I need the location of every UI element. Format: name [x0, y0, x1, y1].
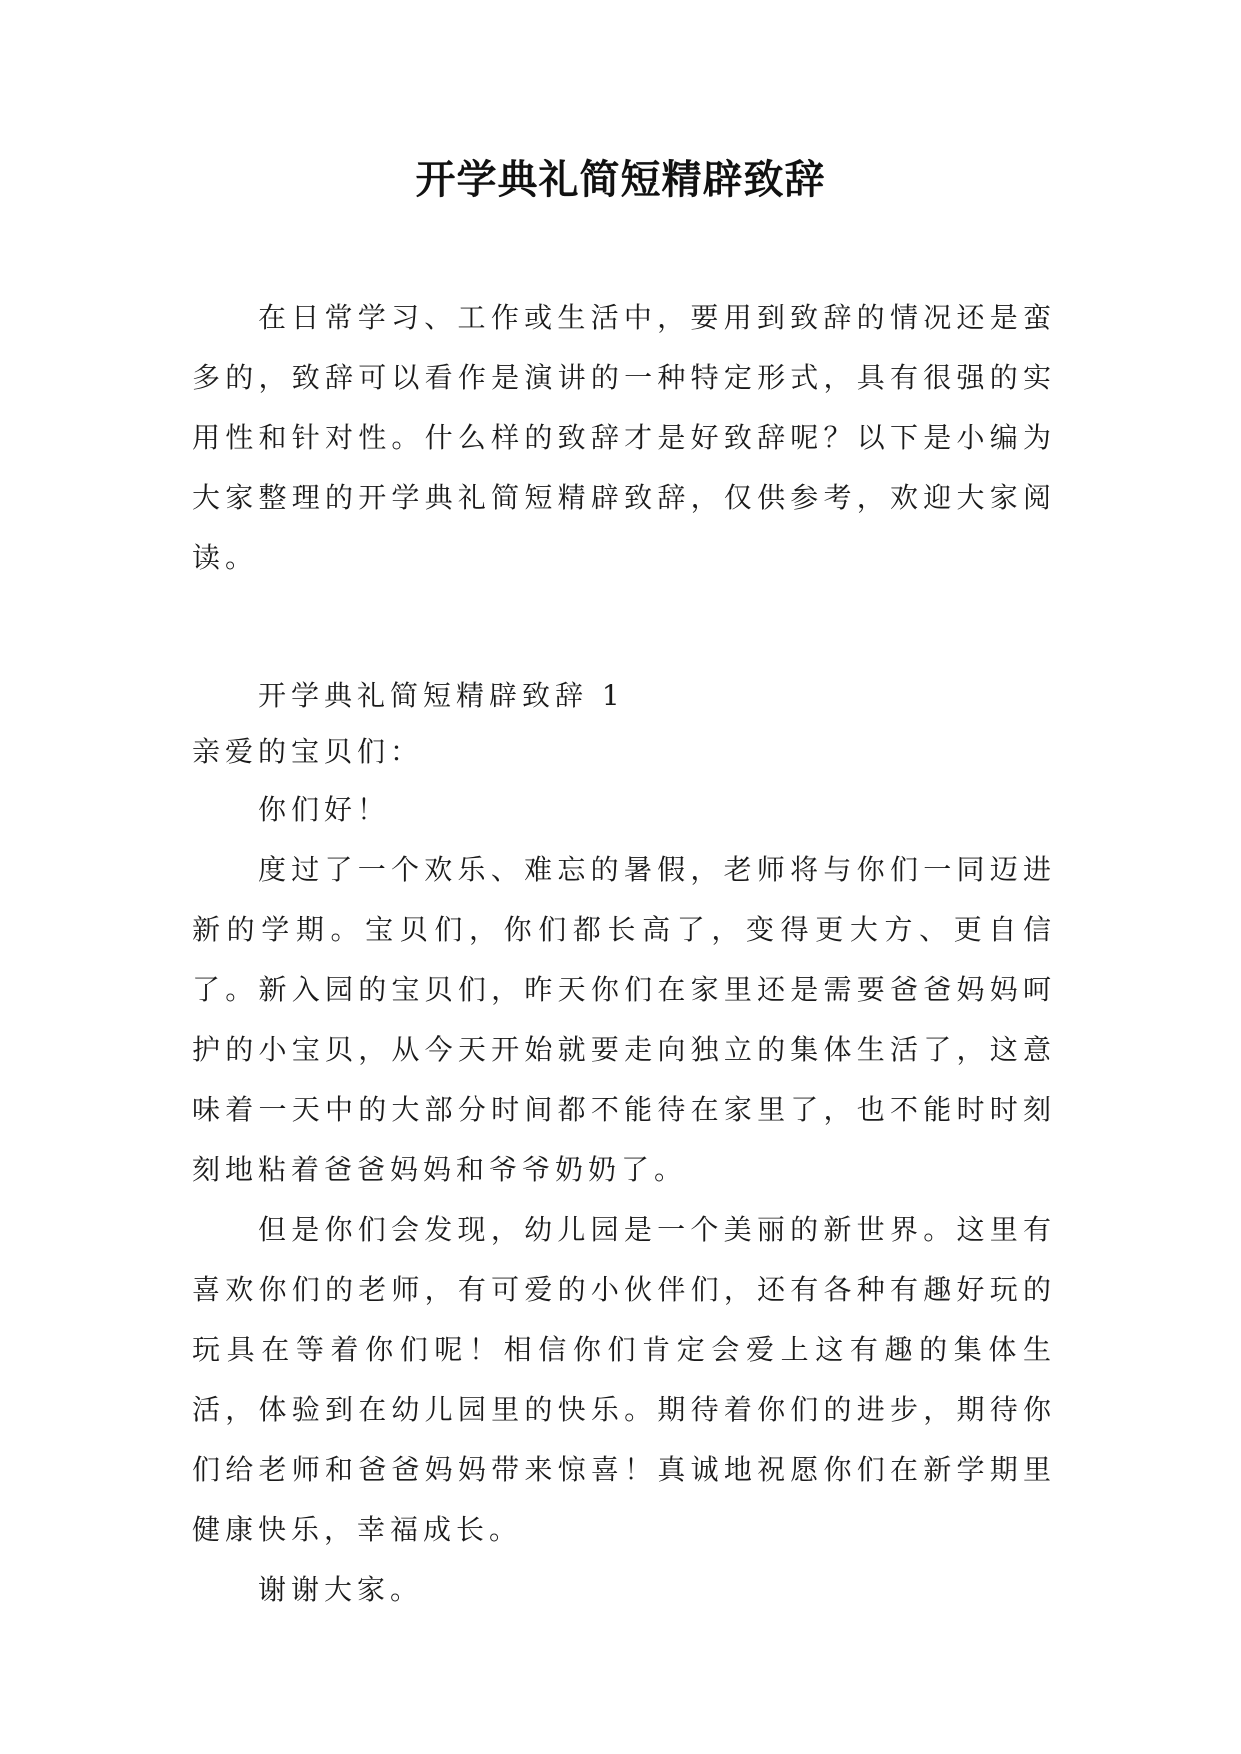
- section-spacer: [192, 588, 1056, 668]
- intro-paragraph: 在日常学习、工作或生活中，要用到致辞的情况还是蛮多的，致辞可以看作是演讲的一种特定形式，具有很强的实用性和针对性。什么样的致辞才是好致辞呢？以下是小编为大家整理的开学典礼简短精辟致辞，仅供参考，欢迎大家阅读。: [192, 301, 1056, 574]
- section-heading: 开学典礼简短精辟致辞 1: [258, 679, 625, 712]
- document-body: [192, 288, 1056, 1620]
- closing-line: 谢谢大家。: [258, 1573, 424, 1606]
- document-title: 开学典礼简短精辟致辞: [415, 157, 826, 203]
- body-paragraph-1: 度过了一个欢乐、难忘的暑假，老师将与你们一同迈进新的学期。宝贝们，你们都长高了，变得更大方、更自信了。新入园的宝贝们，昨天你们在家里还是需要爸爸妈妈呵护的小宝贝，从今天开始就要走向独立的集体生活了，这意味着一天中的大部分时间都不能待在家里了，也不能时时刻刻地粘着爸爸妈妈和爷爷奶奶了。: [192, 853, 1056, 1186]
- greeting-line: 你们好！: [258, 793, 391, 826]
- body-paragraph-2: 但是你们会发现，幼儿园是一个美丽的新世界。这里有喜欢你们的老师，有可爱的小伙伴们，还有各种有趣好玩的玩具在等着你们呢！相信你们肯定会爱上这有趣的集体生活，体验到在幼儿园里的快乐。期待着你们的进步，期待你们给老师和爸爸妈妈带来惊喜！真诚地祝愿你们在新学期里健康快乐，幸福成长。: [192, 1213, 1056, 1546]
- salutation: 亲爱的宝贝们：: [192, 735, 424, 768]
